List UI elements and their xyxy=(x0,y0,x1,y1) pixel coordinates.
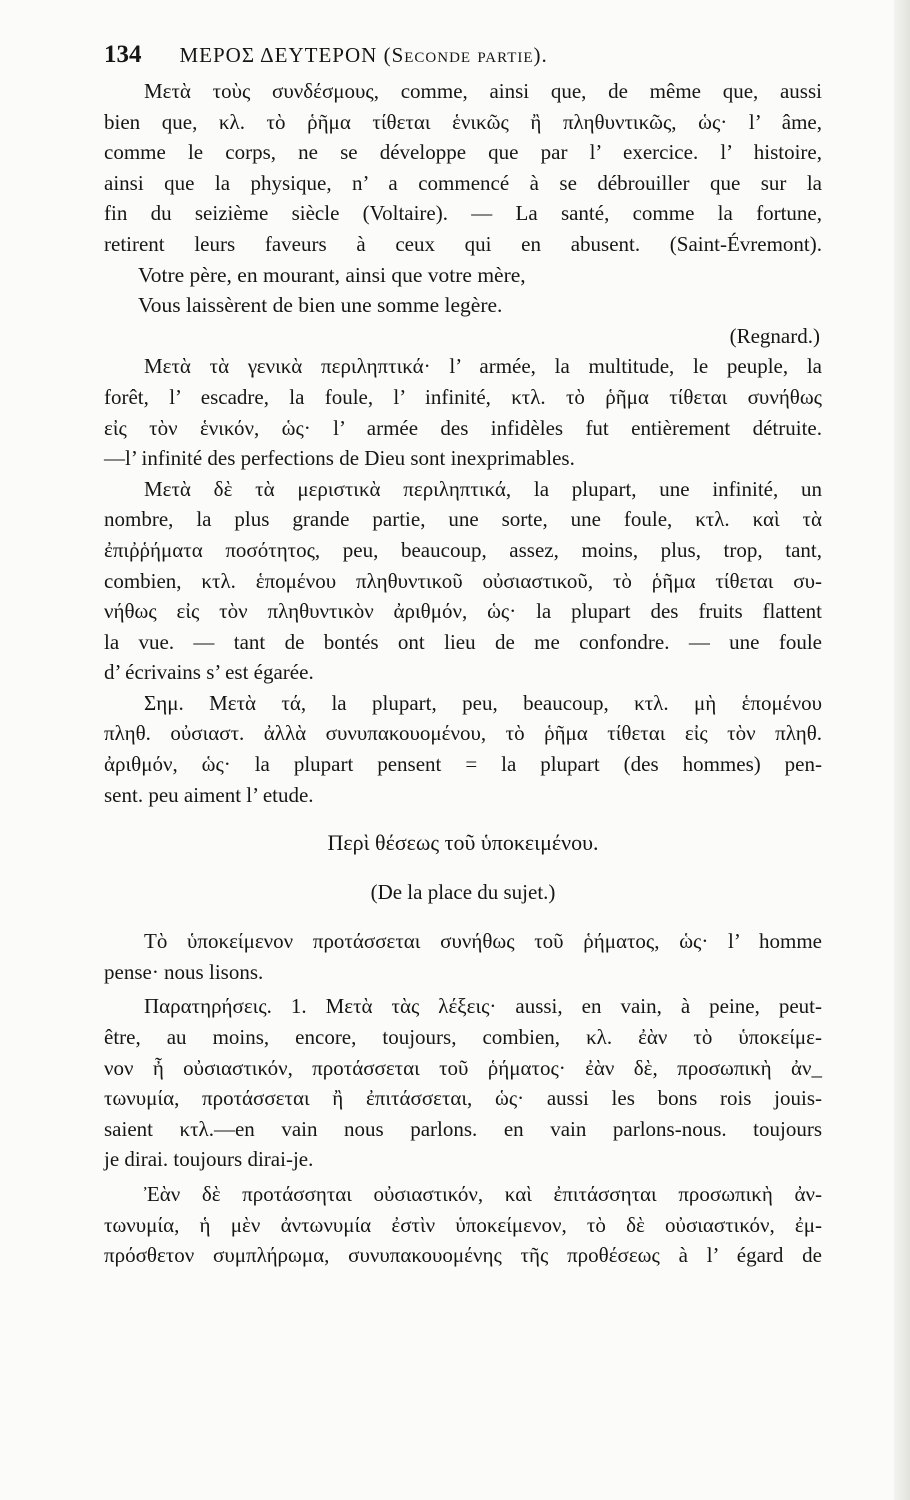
running-title xyxy=(180,40,548,70)
page-edge-shadow xyxy=(894,0,910,1500)
text-line: la vue. — tant de bontés ont lieu de me confondre. — une foule xyxy=(104,629,822,654)
text-line: saient κτλ.—en vain nous parlons. en vain parlons-nous. toujours xyxy=(104,1116,822,1141)
running-head xyxy=(104,40,822,70)
text-line: Ἐὰν δὲ προτάσσηται οὐσιαστικόν, καὶ ἐπιτάσσηται προσωπικὴ ἀν- xyxy=(144,1182,822,1206)
text-line: ainsi que la physique, n’ a commencé à se débrouiller que sur la xyxy=(104,170,822,195)
note-line: sent. peu aiment l’ etude. xyxy=(104,782,314,807)
text-line: pense· nous lisons. xyxy=(104,959,264,984)
text-line: être, au moins, encore, toujours, combien, κλ. ἐὰν τὸ ὑποκείμε- xyxy=(104,1025,822,1050)
section-subheading: (De la place du sujet.) xyxy=(370,880,556,905)
text-line: d’ écrivains s’ est égarée. xyxy=(104,660,314,685)
text-line: Τὸ ὑποκείμενον προτάσσεται συνήθως τοῦ ῥήματος, ὡς· l’ homme xyxy=(144,929,822,954)
text-line: τωνυμία, ἡ μὲν ἀντωνυμία ἐστὶν ὑποκείμενον, τὸ δὲ οὐσιαστικόν, ἐμ- xyxy=(104,1212,822,1237)
note-line: ἀριθμόν, ὡς· la plupart pensent = la plupart (des hommes) pen- xyxy=(104,752,822,777)
note-line: πληθ. οὐσιαστ. ἀλλὰ συνυπακουομένου, τὸ ῥῆμα τίθεται εἰς τὸν πληθ. xyxy=(104,721,822,746)
text-line: Μετὰ τὰ γενικὰ περιληπτικά· l’ armée, la multitude, le peuple, la xyxy=(144,354,822,379)
text-line: comme le corps, ne se développe que par l’ exercice. l’ histoire, xyxy=(104,140,822,165)
verse-line: Votre père, en mourant, ainsi que votre mère, xyxy=(138,262,526,287)
text-line: Μετὰ δὲ τὰ μεριστικὰ περιληπτικά, la plupart, une infinité, un xyxy=(144,476,822,501)
text-line: retirent leurs faveurs à ceux qui en abusent. (Saint-Évremont). xyxy=(104,231,822,256)
text-line: πρόσθετον συμπλήρωμα, συνυπακουομένης τῆς προθέσεως à l’ égard de xyxy=(104,1243,822,1268)
text-line: je dirai. toujours dirai-je. xyxy=(104,1147,314,1172)
text-line: bien que, κλ. τὸ ῥῆμα τίθεται ἑνικῶς ἢ πληθυντικῶς, ὡς· l’ âme, xyxy=(104,109,822,134)
page-number: 134 xyxy=(104,41,142,68)
text-line: combien, κτλ. ἑπομένου πληθυντικοῦ οὐσιαστικοῦ, τὸ ῥῆμα τίθεται συ- xyxy=(104,568,822,593)
section-heading: Περὶ θέσεως τοῦ ὑποκειμένου. xyxy=(327,830,599,856)
running-title-french: (Seconde partie). xyxy=(383,43,548,67)
text-line: fin du seizième siècle (Voltaire). — La santé, comme la fortune, xyxy=(104,201,822,226)
verse-line: Vous laissèrent de bien une somme legère. xyxy=(138,293,503,318)
text-line: Παρατηρήσεις. 1. Μετὰ τὰς λέξεις· aussi, en vain, à peine, peut- xyxy=(144,994,822,1019)
text-line: νον ἦ οὐσιαστικόν, προτάσσεται τοῦ ῥήματος· ἐὰν δὲ, προσωπικὴ ἀν_ xyxy=(104,1055,822,1080)
running-title-greek: ΜΕΡΟΣ ΔΕΥΤΕΡΟΝ xyxy=(179,43,378,67)
text-line: forêt, l’ escadre, la foule, l’ infinité, κτλ. τὸ ῥῆμα τίθεται συνήθως xyxy=(104,384,822,409)
note-line: Σημ. Μετὰ τά, la plupart, peu, beaucoup, κτλ. μὴ ἑπομένου xyxy=(144,690,822,715)
text-line: νήθως εἰς τὸν πληθυντικὸν ἀριθμόν, ὡς· la plupart des fruits flattent xyxy=(104,599,822,624)
text-line: —l’ infinité des perfections de Dieu sont inexprimables. xyxy=(104,446,575,471)
text-line: nombre, la plus grande partie, une sorte, une foule, κτλ. καὶ τὰ xyxy=(104,507,822,532)
text-line: εἰς τὸν ἑνικόν, ὡς· l’ armée des infidèles fut entièrement détruite. xyxy=(104,415,822,440)
verse-attribution: (Regnard.) xyxy=(729,323,820,348)
text-line: τωνυμία, προτάσσεται ἢ ἐπιτάσσεται, ὡς· aussi les bons rois jouis- xyxy=(104,1086,822,1111)
text-line: Μετὰ τοὺς συνδέσμους, comme, ainsi que, de même que, aussi xyxy=(144,79,822,103)
text-line: ἐπιῤῥήματα ποσότητος, peu, beaucoup, assez, moins, plus, trop, tant, xyxy=(104,537,822,562)
